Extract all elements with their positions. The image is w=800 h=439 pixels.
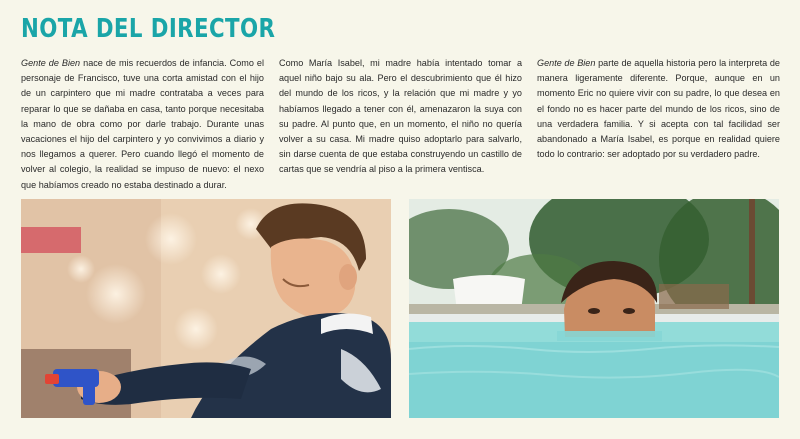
text-column-3 (537, 56, 780, 162)
column-1-body: nace de mis recuerdos de infancia. Como el personaje de Francisco, tuve una corta amistad con el hijo de un carpintero que mi madre contrataba a veces para reparar lo que se dañaba en casa, tanto porque necesitaba la mano de obra como por darle trabajo. Durante unas vacaciones el hijo del carpintero y yo convivimos a diario y nos llegamos a querer. Pero cuando llegó el momento de volver al colegio, la realidad se impuso de nuevo: el nexo que habíamos creado no estaba destinado a durar. (21, 58, 264, 190)
text-column-2 (279, 56, 522, 178)
column-2-body: Como María Isabel, mi madre había intentado tomar a aquel niño bajo su ala. Pero el descubrimiento que él hizo del mundo de los ricos, y la relación que mi madre y yo habíamos llegado a tener con él, amenazaron la suya con su padre. Al punto que, en un momento, el niño no quería volver a su casa. Mi madre quiso adoptarlo para salvarlo, sin darse cuenta de que estaba construyendo un castillo de cartas que se vendría al piso a la primera ventisca. (279, 58, 522, 175)
photo-boy-in-pool (409, 199, 779, 418)
film-title-italic: Gente de Bien (537, 58, 596, 68)
photo-boy-with-toy-gun (21, 199, 391, 418)
film-title-italic: Gente de Bien (21, 58, 81, 68)
column-3-body: parte de aquella historia pero la interpreta de manera ligeramente diferente. Porque, aunque en un momento Eric no quiere vivir con su padre, lo que desea en el fondo no es hacer parte del mundo de los ricos, sino de una verdadera familia. Y si acepta con tal facilidad ser abandonado a María Isabel, es porque en realidad quiere todo lo contrario: ser adoptado por su verdadero padre. (537, 58, 780, 160)
page-title: NOTA DEL DIRECTOR (21, 14, 276, 44)
text-column-1 (21, 56, 264, 193)
